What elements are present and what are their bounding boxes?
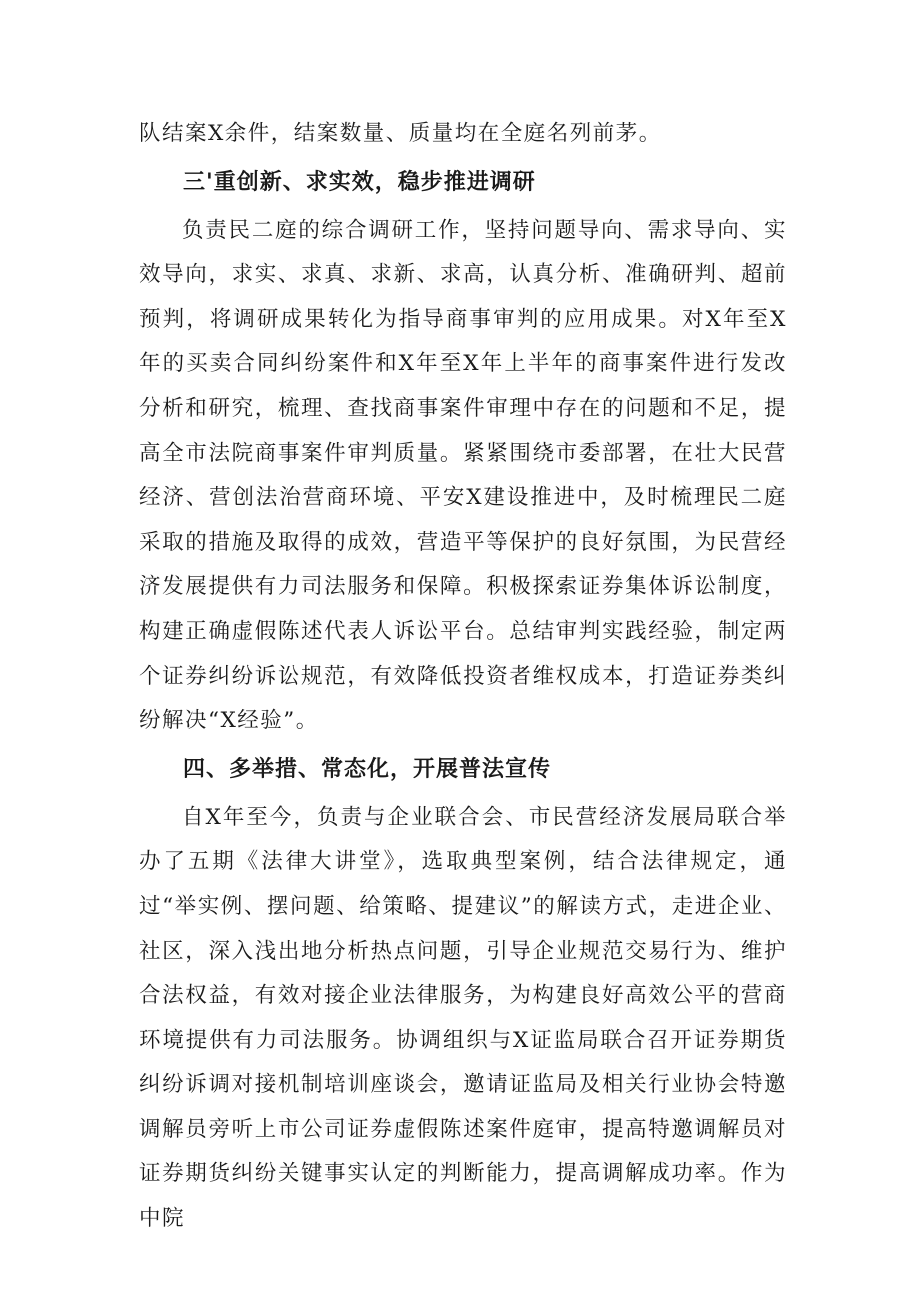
section-heading-three: 三'重创新、求实效，稳步推进调研 xyxy=(183,169,536,195)
paragraph-legal-publicity: 自X年至今，负责与企业联合会、市民营经济发展局联合举办了五期《法律大讲堂》，选取典型案例，结合法律规定，通过“举实例、摆问题、给策略、提建议”的解读方式，走进企业、社区，深入浅出地分析热点问题，引导企业规范交易行为、维护合法权益，有效对接企业法律服务，为构建良好高效公平的营商环境提供有力司法服务。协调组织与X证监局联合召开证券期货纠纷诉调对接机制培训座谈会，邀请证监局及相关行业协会特邀调解员旁听上市公司证券虚假陈述案件庭审，提高特邀调解员对证券期货纠纷关键事实认定的判断能力，提高调解成功率。作为中院 xyxy=(139,804,787,1232)
paragraph-continuation: 队结案X余件，结案数量、质量均在全庭名列前茅。 xyxy=(139,121,662,146)
paragraph-research: 负责民二庭的综合调研工作，坚持问题导向、需求导向、实效导向，求实、求真、求新、求高，认真分析、准确研判、超前预判，将调研成果转化为指导商事审判的应用成果。对X年至X年的买卖合同纠纷案件和X年至X年上半年的商事案件进行发改分析和研究，梳理、查找商事案件审理中存在的问题和不足，提高全市法院商事案件审判质量。紧紧围绕市委部署，在壮大民营经济、营创法治营商环境、平安X建设推进中，及时梳理民二庭采取的措施及取得的成效，营造平等保护的良好氛围，为民营经济发展提供有力司法服务和保障。积极探索证券集体诉讼制度，构建正确虚假陈述代表人诉讼平台。总结审判实践经验，制定两个证券纠纷诉讼规范，有效降低投资者维权成本，打造证券类纠纷解决“X经验”。 xyxy=(139,217,787,734)
document-body xyxy=(139,112,787,1242)
section-heading-four: 四、多举措、常态化，开展普法宣传 xyxy=(183,756,552,782)
